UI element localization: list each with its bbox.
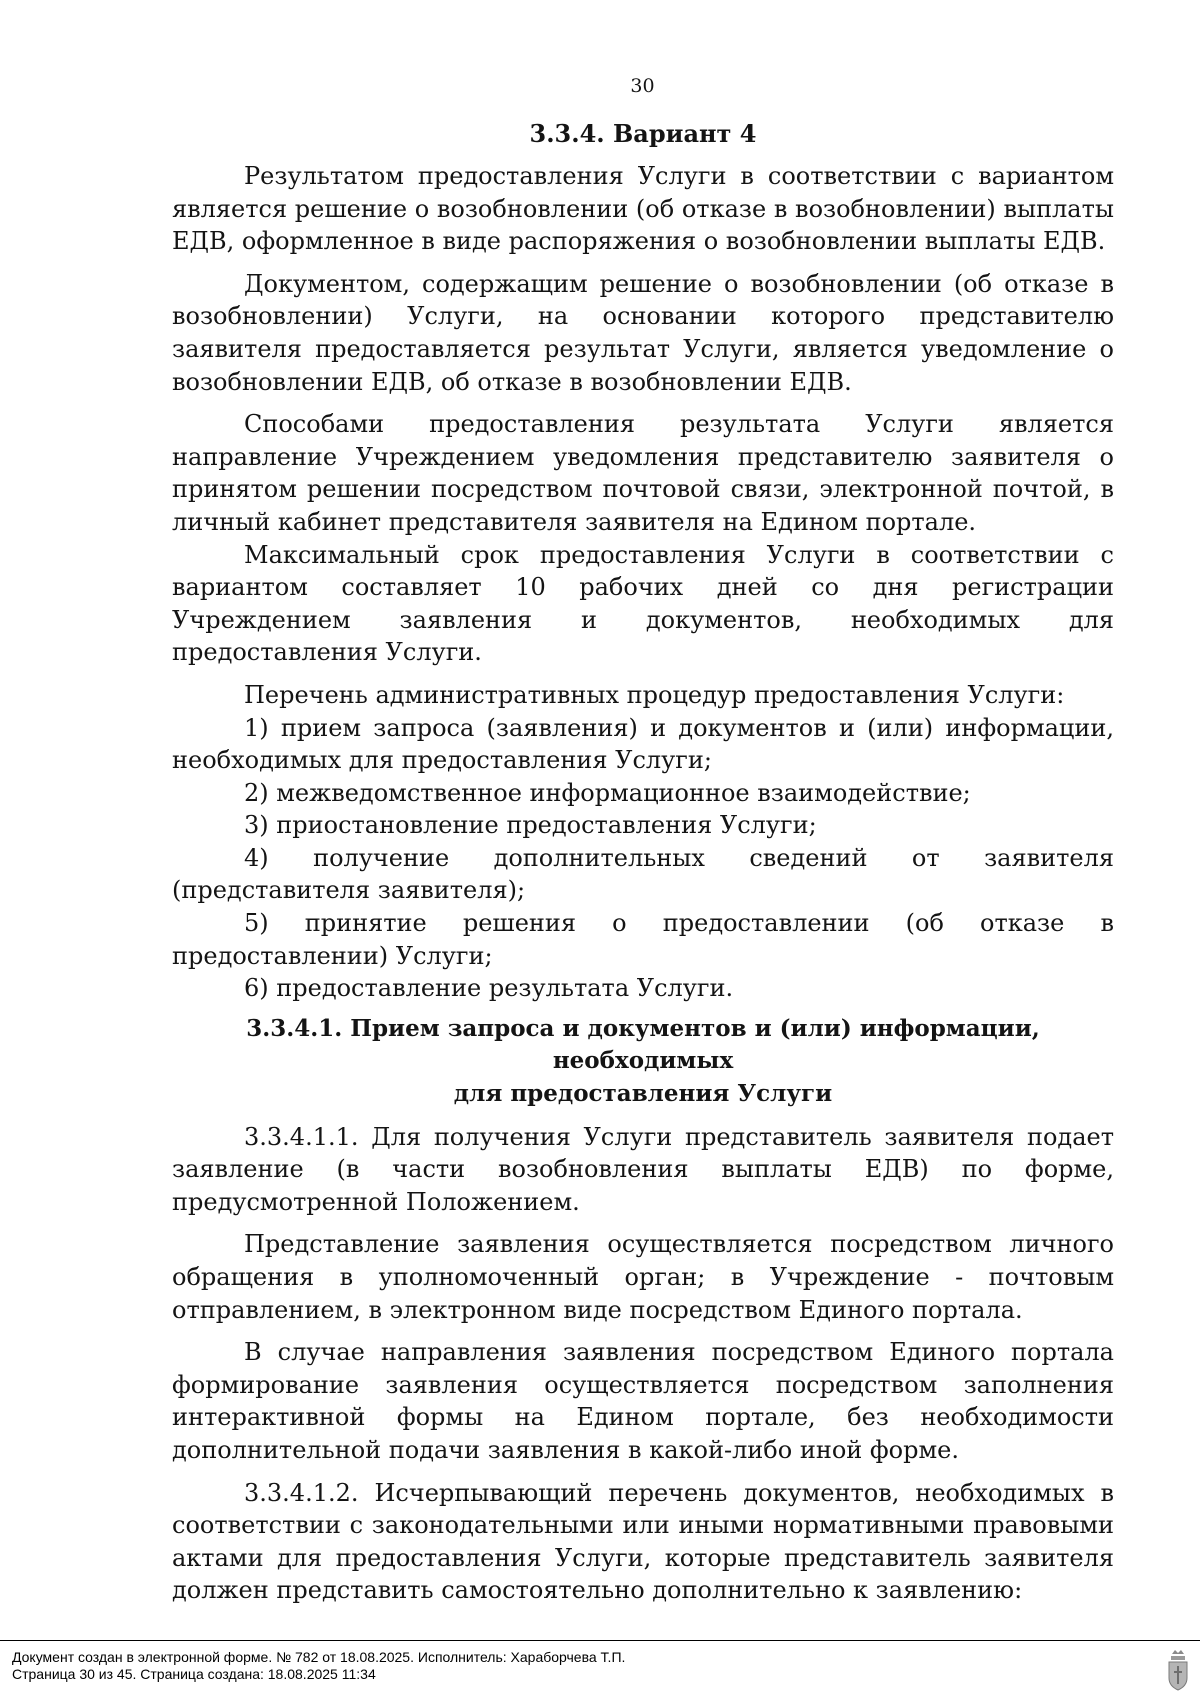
procedure-item: 1) прием запроса (заявления) и документов и (или) информации, необходимых для предоставления Услуги; (172, 713, 1114, 775)
footer-line2: Страница 30 из 45. Страница создана: 18.08.2025 11:34 (12, 1666, 376, 1682)
procedure-item: 3) приостановление предоставления Услуги; (244, 811, 817, 840)
paragraph: Результатом предоставления Услуги в соответствии с вариантом является решение о возобновлении (об отказе в возобновлении) выплаты ЕДВ, оформленное в виде распоряжения о возобновлении выплаты ЕДВ. (172, 162, 1114, 256)
procedure-item: 6) предоставление результата Услуги. (244, 974, 734, 1003)
procedure-item: 4) получение дополнительных сведений от заявителя (представителя заявителя); (172, 843, 1114, 905)
subsection-heading-line1: 3.3.4.1. Прием запроса и документов и (или) информации, необходимых (246, 1014, 1040, 1075)
paragraph: Способами предоставления результата Услуги является направление Учреждением уведомления представителю заявителя о принятом решении посредством почтовой связи, электронной почтой, в личный кабинет представителя заявителя на Едином портале. (172, 410, 1114, 536)
paragraph: Максимальный срок предоставления Услуги в соответствии с вариантом составляет 10 рабочих дней со дня регистрации Учреждением заявления и документов, необходимых для предоставления Услуги. (172, 540, 1114, 667)
paragraph: Перечень административных процедур предоставления Услуги: (244, 680, 1065, 709)
paragraph: Представление заявления осуществляется посредством личного обращения в уполномоченный орган; в Учреждение - почтовым отправлением, в электронном виде посредством Единого портала. (172, 1230, 1114, 1324)
footer-line1: Документ создан в электронной форме. № 782 от 18.08.2025. Исполнитель: Хараборчева Т.П. (12, 1649, 626, 1665)
document-footer (0, 1640, 1200, 1699)
paragraph: 3.3.4.1.1. Для получения Услуги представитель заявителя подает заявление (в части возобновления выплаты ЕДВ) по форме, предусмотренной Положением. (172, 1122, 1114, 1216)
footer-text (12, 1649, 625, 1683)
subsection-heading-line2: для предоставления Услуги (453, 1080, 833, 1108)
subsection-heading (172, 1013, 1114, 1111)
procedure-item: 5) принятие решения о предоставлении (об отказе в предоставлении) Услуги; (172, 909, 1114, 970)
paragraph: Документом, содержащим решение о возобновлении (об отказе в возобновлении) Услуги, на основании которого представителю заявителя предоставляется результат Услуги, является уведомление о возобновлении ЕДВ, об отказе в возобновлении ЕДВ. (172, 269, 1114, 396)
page-number: 30 (630, 75, 655, 97)
document-body (172, 118, 1114, 1607)
section-heading: 3.3.4. Вариант 4 (529, 119, 757, 148)
coat-of-arms-icon (1166, 1646, 1190, 1694)
paragraph: 3.3.4.1.2. Исчерпывающий перечень документов, необходимых в соответствии с законодательными или иными нормативными правовыми актами для предоставления Услуги, которые представитель заявителя должен представить самостоятельно дополнительно к заявлению: (172, 1478, 1114, 1605)
procedure-item: 2) межведомственное информационное взаимодействие; (244, 778, 971, 807)
paragraph: В случае направления заявления посредством Единого портала формирование заявления осуществляется посредством заполнения интерактивной формы на Едином портале, без необходимости дополнительной подачи заявления в какой-либо иной форме. (172, 1338, 1114, 1464)
